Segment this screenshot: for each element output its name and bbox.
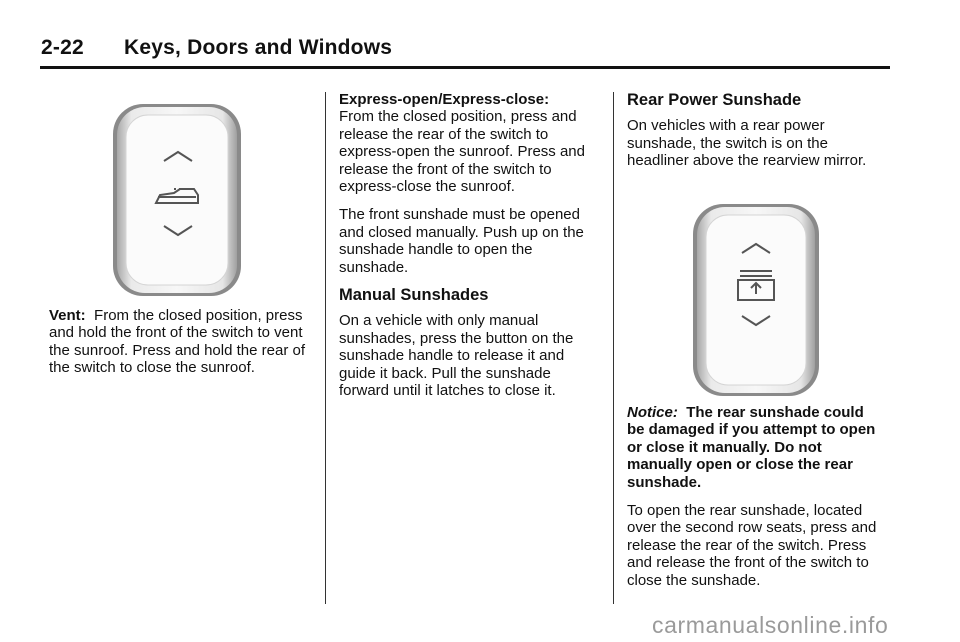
middle-column [339, 91, 601, 411]
manual-sunshades-paragraph: On a vehicle with only manual sunshades, press the button on the sunshade handle to release it and guide it back. Pull the sunshade forward until it latches to close it. [339, 312, 574, 400]
notice-paragraph [627, 404, 885, 491]
vent-paragraph [49, 307, 307, 377]
manual-sunshades-heading: Manual Sunshades [339, 286, 489, 305]
express-paragraph [339, 91, 601, 195]
vent-label: Vent: [49, 307, 86, 324]
notice-text: The rear sunshade could be damaged if you attempt to open or close it manually. Do not manually open or close the rear sunshade. [627, 404, 876, 491]
sunroof-switch-figure [112, 103, 242, 297]
watermark: carmanualsonline.info [652, 612, 889, 638]
rear-sunshade-switch-figure [692, 203, 820, 397]
page-number: 2-22 [41, 36, 84, 59]
open-sunshade-paragraph: To open the rear sunshade, located over the second row seats, press and release the rear of the switch. Press and release the front of the switch to close the sunshade. [627, 502, 877, 589]
column-divider-right [613, 92, 614, 604]
right-column-top [627, 92, 885, 181]
right-column-bottom [627, 404, 885, 600]
section-title: Keys, Doors and Windows [124, 36, 393, 59]
express-text: From the closed position, press and release the rear of the switch to express-open the sunroof. Press and release the front of the switch to express-close the sunroof. [339, 108, 585, 196]
rear-sunshade-heading: Rear Power Sunshade [627, 91, 802, 109]
left-column [49, 307, 307, 388]
vent-text: From the closed position, press and hold the front of the switch to vent the sunroof. Press and hold the rear of the switch to close the sunroof. [49, 307, 305, 377]
express-label: Express-open/Express-close: [339, 91, 550, 108]
rear-sunshade-intro: On vehicles with a rear power sunshade, the switch is on the headliner above the rearview mirror. [627, 117, 867, 170]
column-divider-left [325, 92, 326, 604]
front-sunshade-paragraph: The front sunshade must be opened and closed manually. Push up on the sunshade handle to open the sunshade. [339, 206, 584, 276]
page-header [40, 28, 890, 69]
notice-label: Notice: [627, 404, 678, 421]
